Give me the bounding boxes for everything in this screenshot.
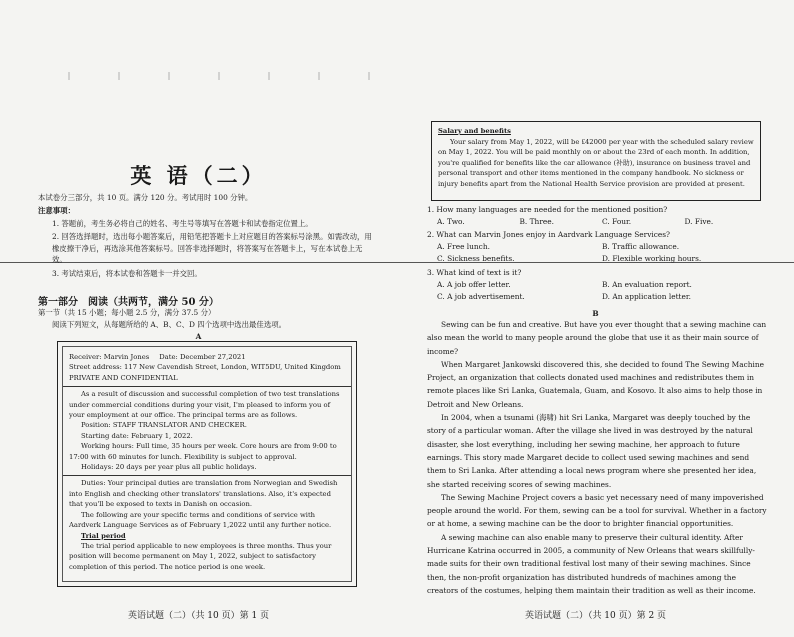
letter-duties: Duties: Your principal duties are translation from Norwegian and Swedish into English and checking other translators' translations. Also, it's expected that you'll be exposed to texts in Danish on occasion. (69, 479, 338, 509)
exam-intro: 本试卷分三部分，共 10 页。满分 120 分。考试用时 100 分钟。 (38, 193, 253, 202)
trial-period-heading: Trial period (81, 531, 126, 540)
letter-terms: The following are your specific terms and conditions of service with Aardverk Language Services as of February 1,2022 until any further notice. (69, 510, 332, 530)
passage-b-paragraph-2: When Margaret Jankowski discovered this, she decided to found The Sewing Machine Project, an organization that collects donated used machines and redistributes them in remote places like Sri Lanka, Guatemala, Guam, and Kosovo. It also aims to help those in Detroit and New Orleans. (427, 359, 765, 409)
question-1-stem: 1. How many languages are needed for the mentioned position? (427, 205, 668, 214)
letter-starting-date: Starting date: February 1, 2022. (81, 431, 193, 440)
q1-option-b[interactable]: B. Three. (519, 217, 554, 226)
salary-heading: Salary and benefits (438, 127, 511, 135)
page-footer-right: 英语试题（二）（共 10 页）第 2 页 (524, 611, 667, 621)
letter-position: Position: STAFF TRANSLATOR AND CHECKER. (81, 421, 247, 430)
question-2 (427, 230, 767, 263)
q1-option-a[interactable]: A. Two. (437, 217, 465, 226)
note-1: 1. 答题前，考生务必将自己的姓名、考生号等填写在答题卡和试卷指定位置上。 (52, 219, 313, 228)
salary-benefits-box (431, 121, 761, 201)
passage-b-paragraph-1: Sewing can be fun and creative. But have you ever thought that a sewing machine can also mean the world to many people around the globe that use it as their main source of income? (427, 320, 767, 356)
q3-option-d[interactable]: D. An application letter. (602, 292, 691, 301)
question-2-stem: 2. What can Marvin Jones enjoy in Aardvark Language Services? (427, 230, 671, 239)
passage-b-paragraph-3: In 2004, when a tsunami (海啸) hit Sri Lanka, Margaret was deeply touched by the story of a particular woman. After the village she lived in was destroyed by the natural disaster, she lost everything, including her sewing machine, her approach to future earnings. This story made Margaret decide to collect used sewing machines and send them to Sri Lanka. After attending a local news program where she presented her idea, she started receiving scores of sewing machines. (427, 413, 757, 489)
letter-holidays: Holidays: 20 days per year plus all public holidays. (81, 463, 257, 472)
notes-heading: 注意事项： (38, 206, 75, 215)
exam-title: 英 语（二） (130, 163, 267, 188)
passage-b (427, 318, 767, 597)
q2-option-c[interactable]: C. Sickness benefits. (437, 254, 515, 263)
q2-option-d[interactable]: D. Flexible working hours. (602, 254, 702, 263)
trial-period-text: The trial period applicable to new employees is three months. Thus your position will become permanent on May 1, 2022, subject to satisfactory completion of this period. The notice period is one week. (69, 541, 332, 571)
letter-paragraph-1: As a result of discussion and successful completion of two test translations under commercial conditions during your visit, I'm pleased to inform you of your employment at our office. The principal terms are as follows. (69, 390, 340, 420)
q2-option-b[interactable]: B. Traffic allowance. (602, 242, 680, 251)
salary-text: Your salary from May 1, 2022, will be ₤42000 per year with the scheduled salary review on May 1, 2022. You will be paid monthly on or about the 23rd of each month. In addition, you're qualified for benefits like the car allowance (补助), insurance on business travel and personal transport and other items mentioned in the company handbook. No sickness or injury benefits apart from the National Health Service provision are provided at present. (438, 137, 754, 188)
passage-b-paragraph-5: A sewing machine can also enable many to preserve their cultural identity. After Hurricane Katrina occurred in 2005, a community of New Orleans that wears skillfully-made suits for their own traditional festival lost many of their sewing machines. Since then, the non-profit organization has distributed hundreds of machines among the creators of the costumes, helping them maintain their tradition as well as their income. (427, 532, 756, 595)
question-3 (427, 268, 767, 301)
page-footer-left: 英语试题（二）（共 10 页）第 1 页 (127, 611, 270, 621)
q1-option-d[interactable]: D. Five. (684, 217, 714, 226)
question-1 (427, 205, 767, 226)
offer-letter-box (57, 341, 357, 587)
note-2: 2. 回答选择题时，选出每小题答案后，用铅笔把答题卡上对应题目的答案标号涂黑。如需改动，用橡皮擦干净后，再选涂其他答案标号。回答非选择题时，将答案写在答题卡上，写在本试卷上无效。 (52, 232, 372, 265)
section-heading: 第一节（共 15 小题；每小题 2.5 分，满分 37.5 分） (38, 308, 216, 317)
passage-b-label: B (592, 309, 599, 318)
right-page (397, 0, 794, 637)
letter-receiver: Receiver: Marvin Jones (69, 353, 150, 361)
question-3-stem: 3. What kind of text is it? (427, 268, 522, 277)
letter-address: Street address: 117 New Cavendish Street, London, WIT5DU, United Kingdom (69, 363, 341, 372)
passage-a-label: A (195, 332, 202, 341)
q3-option-a[interactable]: A. A job offer letter. (437, 280, 511, 289)
reading-instruction: 阅读下列短文，从每题所给的 A、B、C、D 四个选项中选出最佳选项。 (52, 320, 286, 329)
letter-confidential: PRIVATE AND CONFIDENTIAL (69, 373, 178, 382)
note-3: 3. 考试结束后，将本试卷和答题卡一并交回。 (52, 269, 202, 278)
part-heading: 第一部分 阅读（共两节，满分 50 分） (38, 297, 219, 308)
q3-option-c[interactable]: C. A job advertisement. (437, 292, 525, 301)
letter-date: Date: December 27,2021 (159, 353, 246, 361)
q1-option-c[interactable]: C. Four. (602, 217, 632, 226)
binding-marks (20, 72, 377, 80)
passage-b-paragraph-4: The Sewing Machine Project covers a basic yet necessary need of many impoverished people around the world. For them, sewing can be a tool for survival. Whether in a factory or at home, a sewing machine can be the door to brighter financial opportunities. (427, 492, 767, 529)
q3-option-b[interactable]: B. An evaluation report. (602, 280, 692, 289)
letter-working-hours: Working hours: Full time, 35 hours per week. Core hours are from 9:00 to 17:00 with 60 minutes for lunch. Flexibility is subject to approval. (69, 442, 337, 461)
q2-option-a[interactable]: A. Free lunch. (437, 242, 490, 251)
